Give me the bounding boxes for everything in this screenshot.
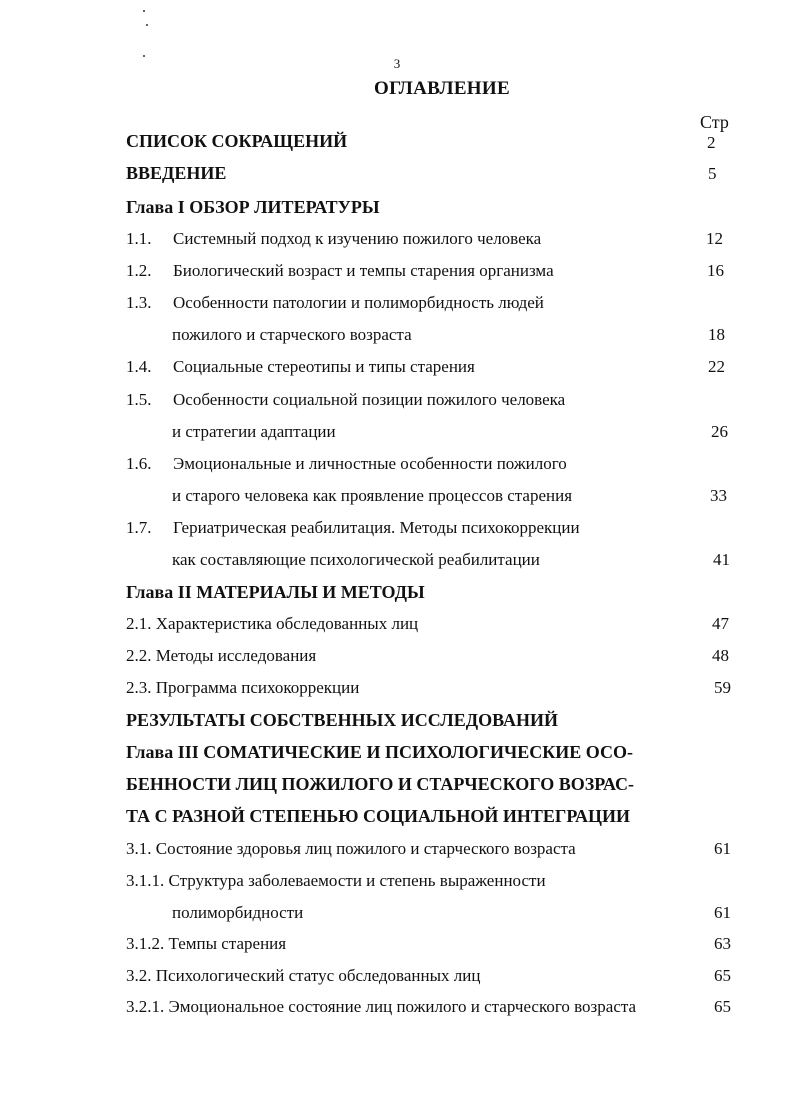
toc-page-number: 48 xyxy=(712,646,729,665)
toc-entry-1-7 xyxy=(126,517,580,539)
toc-page-number: 33 xyxy=(710,486,727,505)
toc-page-number: 22 xyxy=(708,357,725,376)
scan-speck xyxy=(143,10,145,12)
section-title-continued: полиморбидности xyxy=(172,903,304,922)
section-number: 1.4. xyxy=(126,357,152,376)
section-number: 1.3. xyxy=(126,293,152,312)
toc-entry-1-5 xyxy=(126,389,565,411)
toc-entry-introduction: ВВЕДЕНИЕ xyxy=(126,163,227,183)
section-title: Эмоциональные и личностные особенности пожилого xyxy=(173,454,567,473)
section-number: 1.5. xyxy=(126,390,152,409)
section-number: 1.1. xyxy=(126,229,152,248)
section-title-continued: как составляющие психологической реабилитации xyxy=(172,550,540,569)
page-number: 3 xyxy=(393,56,401,71)
scan-speck xyxy=(146,24,148,26)
section-title-continued: пожилого и старческого возраста xyxy=(172,325,412,344)
toc-chapter-3-line-1: Глава III СОМАТИЧЕСКИЕ И ПСИХОЛОГИЧЕСКИЕ ОСО- xyxy=(126,742,633,762)
toc-page-number: 2 xyxy=(707,133,716,152)
toc-entry-3-2: 3.2. Психологический статус обследованных лиц xyxy=(126,966,481,985)
page-column-header: Стр xyxy=(700,112,729,132)
toc-entry-2-2: 2.2. Методы исследования xyxy=(126,646,317,665)
toc-page-number: 47 xyxy=(712,614,729,633)
toc-page-number: 63 xyxy=(714,934,731,953)
toc-page-number: 26 xyxy=(711,422,728,441)
toc-page-number: 12 xyxy=(706,229,723,248)
section-title: Особенности патологии и полиморбидность людей xyxy=(173,293,544,312)
toc-page-number: 18 xyxy=(708,325,725,344)
section-number: 1.7. xyxy=(126,518,152,537)
toc-results-heading: РЕЗУЛЬТАТЫ СОБСТВЕННЫХ ИССЛЕДОВАНИЙ xyxy=(126,710,558,730)
toc-entry-3-1-1: 3.1.1. Структура заболеваемости и степень выраженности xyxy=(126,871,546,890)
toc-chapter-3-line-3: ТА С РАЗНОЙ СТЕПЕНЬЮ СОЦИАЛЬНОЙ ИНТЕГРАЦИИ xyxy=(126,806,631,826)
toc-entry-3-1: 3.1. Состояние здоровья лиц пожилого и старческого возраста xyxy=(126,839,576,858)
section-title-continued: и стратегии адаптации xyxy=(172,422,336,441)
toc-entry-2-3: 2.3. Программа психокоррекции xyxy=(126,678,360,697)
toc-entry-2-1: 2.1. Характеристика обследованных лиц xyxy=(126,614,419,633)
toc-title: ОГЛАВЛЕНИЕ xyxy=(374,78,510,99)
toc-page-number: 16 xyxy=(707,261,724,280)
toc-page-number: 61 xyxy=(714,839,731,858)
toc-page-number: 41 xyxy=(713,550,730,569)
toc-chapter-1: Глава I ОБЗОР ЛИТЕРАТУРЫ xyxy=(126,197,380,217)
section-title: Особенности социальной позиции пожилого человека xyxy=(173,390,566,409)
section-number: 1.6. xyxy=(126,454,152,473)
toc-chapter-3-line-2: БЕННОСТИ ЛИЦ ПОЖИЛОГО И СТАРЧЕСКОГО ВОЗРАС- xyxy=(126,774,635,794)
section-title: Гериатрическая реабилитация. Методы психокоррекции xyxy=(173,518,580,537)
section-number: 1.2. xyxy=(126,261,152,280)
section-title: Социальные стереотипы и типы старения xyxy=(173,357,475,376)
section-title-continued: и старого человека как проявление процессов старения xyxy=(172,486,573,505)
toc-page-number: 65 xyxy=(714,966,731,985)
toc-page-number: 5 xyxy=(708,164,717,183)
toc-entry-1-6 xyxy=(126,453,567,475)
toc-entry-3-1-2: 3.1.2. Темпы старения xyxy=(126,934,287,953)
toc-entry-abbreviations: СПИСОК СОКРАЩЕНИЙ xyxy=(126,131,348,151)
toc-entry-1-3 xyxy=(126,292,544,314)
toc-entry-1-2 xyxy=(126,260,554,282)
toc-page-number: 65 xyxy=(714,997,731,1016)
toc-chapter-2: Глава II МАТЕРИАЛЫ И МЕТОДЫ xyxy=(126,582,425,602)
section-title: Биологический возраст и темпы старения организма xyxy=(173,261,554,280)
toc-entry-1-4 xyxy=(126,356,475,378)
toc-page-number: 59 xyxy=(714,678,731,697)
toc-page-number: 61 xyxy=(714,903,731,922)
section-title: Системный подход к изучению пожилого человека xyxy=(173,229,542,248)
toc-entry-3-2-1: 3.2.1. Эмоциональное состояние лиц пожилого и старческого возраста xyxy=(126,997,637,1016)
toc-entry-1-1 xyxy=(126,228,541,250)
